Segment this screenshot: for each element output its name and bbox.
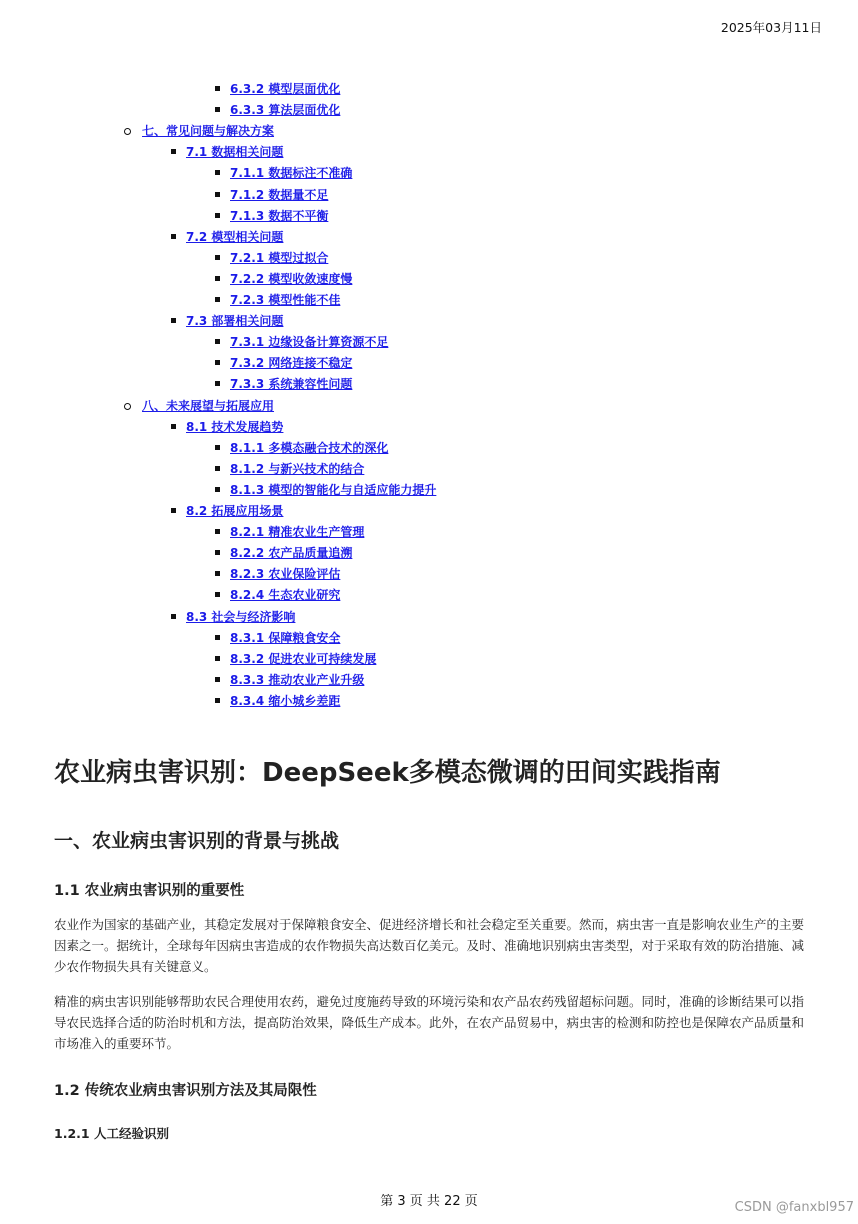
page-footer: 第 3 页 共 22 页 bbox=[380, 1194, 478, 1209]
toc-link[interactable]: 8.2 拓展应用场景 bbox=[186, 504, 284, 518]
square-bullet-icon bbox=[215, 86, 220, 91]
toc-item bbox=[230, 375, 352, 392]
square-bullet-icon bbox=[215, 360, 220, 365]
toc-item bbox=[186, 608, 295, 625]
toc-item bbox=[230, 692, 340, 709]
square-bullet-icon bbox=[215, 381, 220, 386]
toc-item bbox=[186, 502, 283, 519]
toc-link[interactable]: 7.2 模型相关问题 bbox=[186, 229, 284, 244]
toc-item bbox=[230, 249, 328, 266]
toc-link[interactable]: 7.2.3 模型性能不佳 bbox=[230, 293, 341, 307]
square-bullet-icon bbox=[215, 571, 220, 576]
subsubsection-heading-1-2-1: 1.2.1 人工经验识别 bbox=[54, 1126, 169, 1141]
toc-item bbox=[186, 228, 283, 245]
toc-link[interactable]: 8.3.3 推动农业产业升级 bbox=[230, 672, 365, 687]
toc-item bbox=[230, 186, 328, 203]
toc-link[interactable]: 八、未来展望与拓展应用 bbox=[142, 398, 275, 413]
header-date: 2025年03月11日 bbox=[720, 20, 822, 35]
square-bullet-icon bbox=[215, 698, 220, 703]
toc-link[interactable]: 8.2.1 精准农业生产管理 bbox=[230, 525, 365, 540]
square-bullet-icon bbox=[215, 635, 220, 640]
toc-item bbox=[230, 439, 388, 456]
paragraph-2: 精准的病虫害识别能够帮助农民合理使用农药，避免过度施药导致的环境污染和农产品农药残留超标问题。同时，准确的诊断结果可以指导农民选择合适的防治时机和方法，提高防治效果，降低生产成本。此外，在农产品贸易中，病虫害的检测和防控也是保障农产品质量和市场准入的重要环节。 bbox=[54, 994, 805, 1051]
toc-item bbox=[230, 101, 340, 118]
toc-item bbox=[230, 333, 388, 350]
square-bullet-icon bbox=[171, 508, 176, 513]
toc-link[interactable]: 8.1.3 模型的智能化与自适应能力提升 bbox=[230, 482, 437, 497]
article-title: 农业病虫害识别：DeepSeek多模态微调的田间实践指南 bbox=[54, 758, 721, 788]
subsection-heading-1-2: 1.2 传统农业病虫害识别方法及其局限性 bbox=[54, 1083, 317, 1099]
toc-link[interactable]: 6.3.2 模型层面优化 bbox=[230, 82, 341, 96]
square-bullet-icon bbox=[215, 550, 220, 555]
toc-item bbox=[142, 397, 274, 414]
toc-item bbox=[230, 586, 340, 603]
square-bullet-icon bbox=[215, 656, 220, 661]
toc-item bbox=[230, 207, 328, 224]
toc-link[interactable]: 8.3 社会与经济影响 bbox=[186, 609, 296, 624]
square-bullet-icon bbox=[215, 339, 220, 344]
toc-link[interactable]: 8.2.4 生态农业研究 bbox=[230, 588, 341, 603]
toc-item bbox=[230, 671, 364, 688]
toc-item bbox=[142, 122, 274, 139]
square-bullet-icon bbox=[171, 614, 176, 619]
toc-link[interactable]: 7.3.2 网络连接不稳定 bbox=[230, 356, 353, 371]
toc-item bbox=[230, 565, 340, 582]
toc-link[interactable]: 8.1.1 多模态融合技术的深化 bbox=[230, 440, 389, 455]
toc-link[interactable]: 8.1.2 与新兴技术的结合 bbox=[230, 461, 365, 476]
toc-item bbox=[186, 312, 283, 329]
toc-link[interactable]: 8.1 技术发展趋势 bbox=[186, 419, 284, 434]
square-bullet-icon bbox=[215, 107, 220, 112]
watermark: CSDN @fanxbl957 bbox=[734, 1200, 854, 1215]
square-bullet-icon bbox=[215, 192, 220, 197]
toc-link[interactable]: 7.1.2 数据量不足 bbox=[230, 187, 329, 202]
square-bullet-icon bbox=[215, 592, 220, 597]
toc-link[interactable]: 7.1.1 数据标注不准确 bbox=[230, 166, 353, 181]
toc-item bbox=[230, 629, 340, 646]
toc-link[interactable]: 8.3.2 促进农业可持续发展 bbox=[230, 651, 377, 666]
toc-link[interactable]: 6.3.3 算法层面优化 bbox=[230, 103, 341, 118]
toc-link[interactable]: 7.1.3 数据不平衡 bbox=[230, 208, 329, 223]
square-bullet-icon bbox=[215, 466, 220, 471]
toc-item bbox=[230, 523, 364, 540]
toc-link[interactable]: 7.3 部署相关问题 bbox=[186, 314, 284, 329]
toc-item bbox=[230, 650, 376, 667]
toc-link[interactable]: 8.2.2 农产品质量追溯 bbox=[230, 546, 353, 561]
toc-link[interactable]: 8.2.3 农业保险评估 bbox=[230, 567, 341, 582]
toc-link[interactable]: 7.3.3 系统兼容性问题 bbox=[230, 377, 353, 392]
square-bullet-icon bbox=[215, 445, 220, 450]
square-bullet-icon bbox=[171, 149, 176, 154]
toc-link[interactable]: 7.1 数据相关问题 bbox=[186, 145, 284, 160]
square-bullet-icon bbox=[215, 487, 220, 492]
toc-link[interactable]: 8.3.4 缩小城乡差距 bbox=[230, 693, 341, 708]
toc-item bbox=[186, 418, 283, 435]
toc-link[interactable]: 7.2.2 模型收敛速度慢 bbox=[230, 271, 353, 286]
toc-item bbox=[230, 354, 352, 371]
toc-item bbox=[230, 291, 340, 308]
square-bullet-icon bbox=[215, 276, 220, 281]
square-bullet-icon bbox=[171, 424, 176, 429]
toc-item bbox=[230, 80, 340, 97]
toc-item bbox=[230, 164, 352, 181]
square-bullet-icon bbox=[215, 213, 220, 218]
toc-item bbox=[230, 544, 352, 561]
square-bullet-icon bbox=[215, 170, 220, 175]
square-bullet-icon bbox=[215, 677, 220, 682]
toc-item bbox=[186, 143, 283, 160]
paragraph-1: 农业作为国家的基础产业，其稳定发展对于保障粮食安全、促进经济增长和社会稳定至关重要。然而，病虫害一直是影响农业生产的主要因素之一。据统计，全球每年因病虫害造成的农作物损失高达数百亿美元。及时、准确地识别病虫害类型，对于采取有效的防治措施、减少农作物损失具有关键意义。 bbox=[54, 917, 805, 974]
toc-link[interactable]: 7.2.1 模型过拟合 bbox=[230, 250, 329, 265]
toc-item bbox=[230, 270, 352, 287]
circle-bullet-icon bbox=[124, 403, 131, 410]
toc-link[interactable]: 8.3.1 保障粮食安全 bbox=[230, 630, 341, 645]
subsection-heading-1-1: 1.1 农业病虫害识别的重要性 bbox=[54, 883, 245, 899]
square-bullet-icon bbox=[215, 529, 220, 534]
square-bullet-icon bbox=[171, 318, 176, 323]
toc-link[interactable]: 7.3.1 边缘设备计算资源不足 bbox=[230, 335, 389, 350]
toc-item bbox=[230, 481, 436, 498]
toc-item bbox=[230, 460, 364, 477]
circle-bullet-icon bbox=[124, 128, 131, 135]
square-bullet-icon bbox=[171, 234, 176, 239]
toc-link[interactable]: 七、常见问题与解决方案 bbox=[142, 124, 275, 139]
square-bullet-icon bbox=[215, 297, 220, 302]
section-heading-1: 一、农业病虫害识别的背景与挑战 bbox=[54, 830, 340, 852]
square-bullet-icon bbox=[215, 255, 220, 260]
